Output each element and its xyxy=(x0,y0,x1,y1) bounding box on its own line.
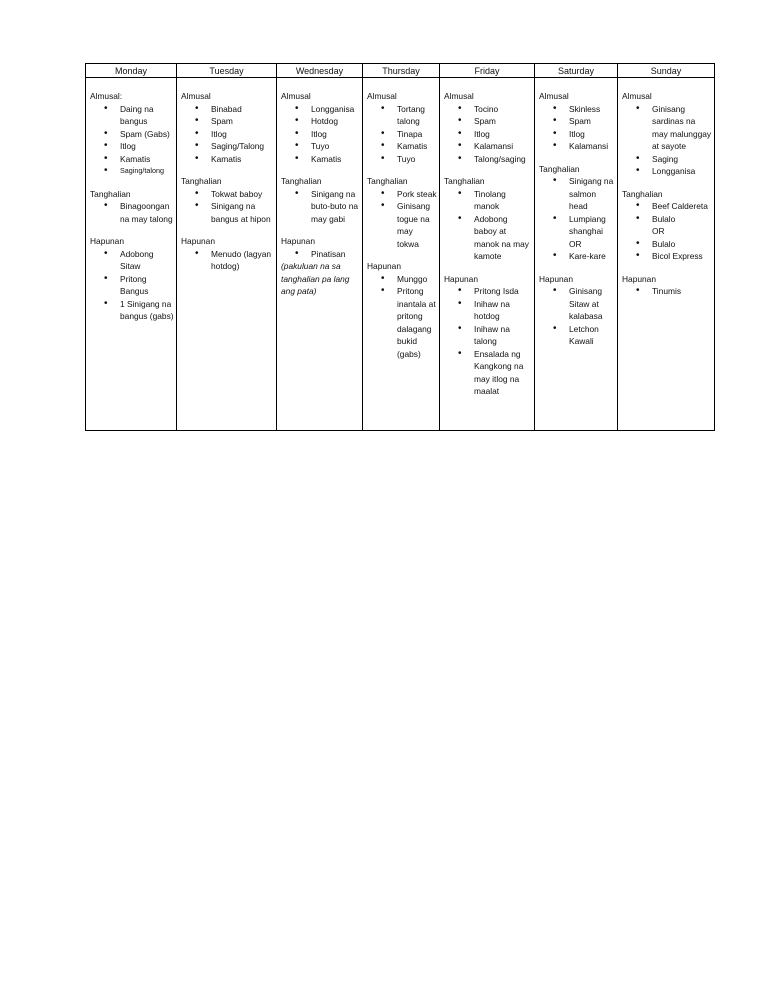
dish-item: • Tinolang manok xyxy=(474,188,532,213)
meal-section xyxy=(539,90,615,153)
dish-item: OR xyxy=(652,226,665,236)
dish-item: • Tokwat baboy xyxy=(211,188,274,201)
dish-item: • Inihaw na talong xyxy=(474,323,532,348)
dish-item: • Kamatis xyxy=(311,153,360,166)
dish-item: • Pinatisan xyxy=(311,248,360,261)
dish-list xyxy=(281,103,360,166)
meal-section xyxy=(181,235,274,273)
dish-item: • Pork steak xyxy=(397,188,437,201)
dish-list xyxy=(181,188,274,226)
day-header-friday: Friday xyxy=(440,64,535,78)
meal-label: Hapunan xyxy=(444,273,478,284)
dish-item: • Itlog xyxy=(211,128,274,141)
dish-list xyxy=(367,273,437,361)
dish-item: • Ginisang Sitaw at kalabasa xyxy=(569,285,615,323)
meal-section xyxy=(281,90,360,165)
dish-list xyxy=(181,103,274,166)
dish-item: • Longganisa xyxy=(311,103,360,116)
dish-item: • Skinless xyxy=(569,103,615,116)
dish-item: • Tinapa xyxy=(397,128,437,141)
meal-section xyxy=(622,273,712,298)
dish-item: • Menudo (lagyan hotdog) xyxy=(211,248,274,273)
dish-item: • Sinigang na buto-buto na may gabi xyxy=(311,188,360,226)
day-column-wednesday xyxy=(277,78,363,431)
meal-label: Tanghalian xyxy=(539,163,580,174)
day-header-sunday: Sunday xyxy=(618,64,715,78)
dish-list xyxy=(367,188,437,251)
meal-label: Tanghalian xyxy=(90,188,131,199)
meal-label: Almusal xyxy=(539,91,569,101)
day-column-thursday xyxy=(363,78,440,431)
dish-item: • Spam xyxy=(211,115,274,128)
day-column-sunday xyxy=(618,78,715,431)
dish-list xyxy=(539,285,615,348)
meal-label: Tanghalian xyxy=(622,188,663,199)
meal-section xyxy=(622,90,712,178)
dish-item: • Longganisa xyxy=(652,165,712,178)
dish-item: • 1 Sinigang na bangus (gabs) xyxy=(120,298,174,323)
meal-label: Hapunan xyxy=(367,261,401,271)
dish-item: • Saging/Talong xyxy=(211,140,274,153)
dish-item: • Pritong Isda xyxy=(474,285,532,298)
meal-label: Almusal xyxy=(444,91,474,101)
dish-item: • Beef Caldereta xyxy=(652,200,712,213)
dish-item: • Binagoongan na may talong xyxy=(120,200,174,225)
meal-section xyxy=(367,260,437,360)
meal-section xyxy=(622,188,712,263)
day-header-wednesday: Wednesday xyxy=(277,64,363,78)
dish-item: • Tuyo xyxy=(311,140,360,153)
dish-item: • Itlog xyxy=(474,128,532,141)
dish-item: • Tinumis xyxy=(652,285,712,298)
dish-item: • Pritong inantala at pritong dalagang bukid (gabs) xyxy=(397,285,437,360)
meal-label: Hapunan xyxy=(181,236,215,246)
meal-label: Almusal xyxy=(181,91,211,101)
meal-section xyxy=(90,188,174,226)
dish-item: • Itlog xyxy=(569,128,615,141)
meal-label: Almusal xyxy=(367,91,397,101)
dish-item: • Tocino xyxy=(474,103,532,116)
dish-item: • Kamatis xyxy=(120,153,174,166)
dish-list xyxy=(90,248,174,323)
dish-list xyxy=(444,188,532,263)
meal-label: Almusal: xyxy=(90,91,123,101)
dish-item: • Spam xyxy=(474,115,532,128)
dish-item: • Saging/talong xyxy=(120,165,174,178)
meal-label: Hapunan xyxy=(90,236,124,246)
meal-label: Hapunan xyxy=(281,236,315,246)
meal-section xyxy=(444,90,532,165)
dish-list xyxy=(622,285,712,298)
dish-item: • Itlog xyxy=(311,128,360,141)
meal-section xyxy=(90,235,174,323)
dish-item: • Bulalo xyxy=(652,213,712,226)
meal-label: Hapunan xyxy=(539,273,573,284)
dish-item: • Ginisang togue na may tokwa xyxy=(397,200,437,250)
day-column-monday xyxy=(86,78,177,431)
meal-label: Tanghalian xyxy=(444,176,485,186)
dish-item: • Daing na bangus xyxy=(120,103,174,128)
day-column-friday xyxy=(440,78,535,431)
meal-label: Almusal xyxy=(622,91,652,101)
meal-label: Tanghalian xyxy=(281,176,322,186)
meal-section xyxy=(539,163,615,263)
dish-item: • Bicol Express xyxy=(652,250,712,263)
meal-section xyxy=(90,90,174,178)
dish-item: • Ensalada ng Kangkong na may itlog na maalat xyxy=(474,348,532,398)
dish-item: • Itlog xyxy=(120,140,174,153)
meal-label: Hapunan xyxy=(622,273,656,284)
day-header-tuesday: Tuesday xyxy=(177,64,277,78)
meal-section xyxy=(181,175,274,225)
dish-item: • Spam xyxy=(569,115,615,128)
weekly-meal-plan-table xyxy=(85,63,715,431)
dish-item: • Hotdog xyxy=(311,115,360,128)
meal-section xyxy=(444,175,532,263)
meal-section xyxy=(281,175,360,225)
meal-label: Tanghalian xyxy=(181,176,222,186)
dish-item: OR xyxy=(569,238,582,249)
dish-item: • Kare-kare xyxy=(569,250,615,263)
meal-plan-row xyxy=(86,78,715,431)
dish-list xyxy=(281,248,360,261)
day-column-tuesday xyxy=(177,78,277,431)
meal-section xyxy=(281,235,360,298)
dish-list xyxy=(539,175,615,263)
dish-item: • Spam (Gabs) xyxy=(120,128,174,141)
day-header-row xyxy=(86,64,715,78)
dish-item: • Tortang talong xyxy=(397,103,437,128)
meal-label: Almusal xyxy=(281,91,311,101)
meal-section xyxy=(444,273,532,398)
dish-list xyxy=(444,103,532,166)
dish-list xyxy=(90,200,174,225)
dish-item: • Kalamansi xyxy=(569,140,615,153)
dish-item: • Talong/saging xyxy=(474,153,532,166)
meal-section xyxy=(367,175,437,250)
dish-item: • Kamatis xyxy=(397,140,437,153)
dish-item: • Pritong Bangus xyxy=(120,273,174,298)
dish-item: • Sinigang na salmon head xyxy=(569,175,615,213)
dish-item: • Saging xyxy=(652,153,712,166)
dish-item: • Lumpiang shanghai xyxy=(569,213,615,238)
day-column-saturday xyxy=(535,78,618,431)
meal-label: Tanghalian xyxy=(367,176,408,186)
dish-item: • Munggo xyxy=(397,273,437,286)
dish-item: • Kamatis xyxy=(211,153,274,166)
dish-item: • Binabad xyxy=(211,103,274,116)
dish-item: • Inihaw na hotdog xyxy=(474,298,532,323)
dish-list xyxy=(281,188,360,226)
day-header-saturday: Saturday xyxy=(535,64,618,78)
dish-item: • Ginisang sardinas na may malunggay at sayote xyxy=(652,103,712,153)
meal-note: (pakuluan na sa tanghalian pa lang ang pata) xyxy=(281,261,350,296)
dish-item: • Letchon Kawali xyxy=(569,323,615,348)
dish-item: • Bulalo xyxy=(652,238,712,251)
dish-list xyxy=(444,285,532,398)
meal-section xyxy=(367,90,437,165)
dish-list xyxy=(539,103,615,153)
day-header-thursday: Thursday xyxy=(363,64,440,78)
meal-section xyxy=(539,273,615,348)
dish-list xyxy=(90,103,174,178)
dish-list xyxy=(367,103,437,166)
dish-item: • Tuyo xyxy=(397,153,437,166)
meal-section xyxy=(181,90,274,165)
dish-item: • Adobong Sitaw xyxy=(120,248,174,273)
dish-list xyxy=(622,103,712,178)
day-header-monday: Monday xyxy=(86,64,177,78)
dish-list xyxy=(622,200,712,263)
dish-list xyxy=(181,248,274,273)
dish-item: • Kalamansi xyxy=(474,140,532,153)
dish-item: • Sinigang na bangus at hipon xyxy=(211,200,274,225)
dish-item: • Adobong baboy at manok na may kamote xyxy=(474,213,532,263)
